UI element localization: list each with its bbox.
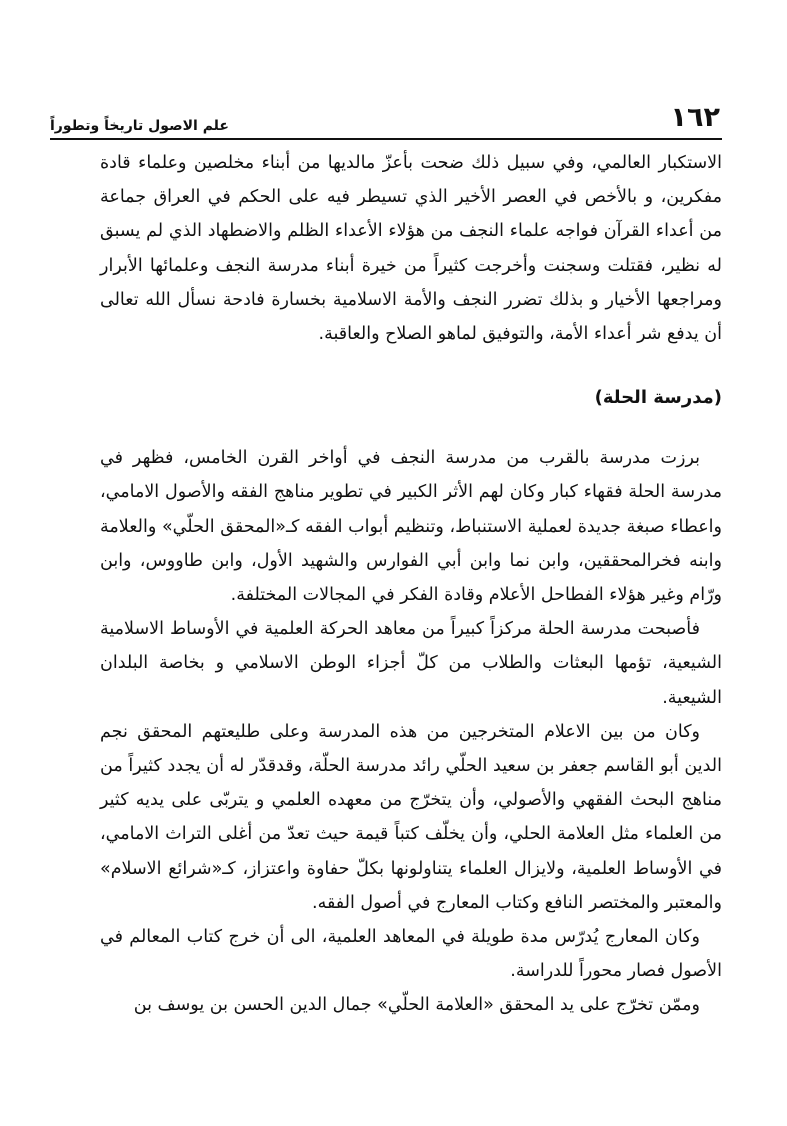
spacer — [100, 415, 722, 441]
body-text — [100, 146, 722, 1023]
page-header — [50, 100, 720, 140]
spacer — [100, 351, 722, 381]
paragraph: فأصبحت مدرسة الحلة مركزاً كبيراً من معاهد الحركة العلمية في الأوساط الاسلامية الشيعية، تؤمها البعثات والطلاب من كلّ أجزاء الوطن الاسلامي و بخاصة البلدان الشيعية. — [100, 619, 722, 708]
header-divider — [50, 138, 722, 140]
paragraph: وكان من بين الاعلام المتخرجين من هذه المدرسة وعلى طليعتهم المحقق نجم الدين أبو القاسم جعفر بن سعيد الحلّي رائد مدرسة الحلّة، وقدقدّر له أن يجدد كثيراً من مناهج البحث الفقهي والأصولي، وأن يتخرّج من معهده العلمي و يتربّى على يديه كثير من العلماء مثل العلامة الحلي، وأن يخلّف كتباً قيمة حيث تعدّ من أغلى التراث الامامي، في الأوساط العلمية، ولايزال العلماء يتناولونها بكلّ حفاوة واعتزاز، كـ«شرائع الاسلام» والمعتبر والمختصر النافع وكتاب المعارج في أصول الفقه. — [100, 721, 722, 913]
paragraph: الاستكبار العالمي، وفي سبيل ذلك ضحت بأعزّ مالديها من أبناء مخلصين وعلماء قادة مفكرين، و بالأخص في العصر الأخير الذي تسيطر فيه على الحكم في العراق جماعة من أعداء القرآن فواجه علماء النجف من هؤلاء الأعداء الظلم والاضطهاد الذي لم يسبق له نظير، فقتلت وسجنت وأخرجت كثيراً من خيرة أبناء مدرسة النجف وعلمائها الأبرار ومراجعها الأخيار و بذلك تضرر النجف والأمة الاسلامية بخسارة فادحة نسأل الله تعالى أن يدفع شر أعداء الأمة، والتوفيق لماهو الصلاح والعاقبة. — [100, 153, 722, 345]
page-number: ١٦٢ — [670, 102, 720, 133]
running-head: علم الاصول تاريخاً وتطوراً — [50, 118, 229, 134]
section-heading: (مدرسة الحلة) — [594, 387, 722, 409]
paragraph: وممّن تخرّج على يد المحقق «العلامة الحلّي» جمال الدين الحسن بن يوسف بن — [133, 995, 700, 1016]
paragraph: برزت مدرسة بالقرب من مدرسة النجف في أواخر القرن الخامس، فظهر في مدرسة الحلة فقهاء كبار وكان لهم الأثر الكبير في تطوير مناهج الفقه والأصول الامامي، واعطاء صبغة جديدة لعملية الاستنباط، وتنظيم أبواب الفقه كـ«المحقق الحلّي» والعلامة وابنه فخرالمحققين، وابن نما وابن أبي الفوارس والشهيد الأول، وابن طاووس، وابن ورّام وغير هؤلاء الفطاحل الأعلام وقادة الفكر في المجالات المختلفة. — [100, 448, 722, 606]
paragraph: وكان المعارج يُدرّس مدة طويلة في المعاهد العلمية، الى أن خرج كتاب المعالم في الأصول فصار محوراً للدراسة. — [100, 927, 722, 982]
